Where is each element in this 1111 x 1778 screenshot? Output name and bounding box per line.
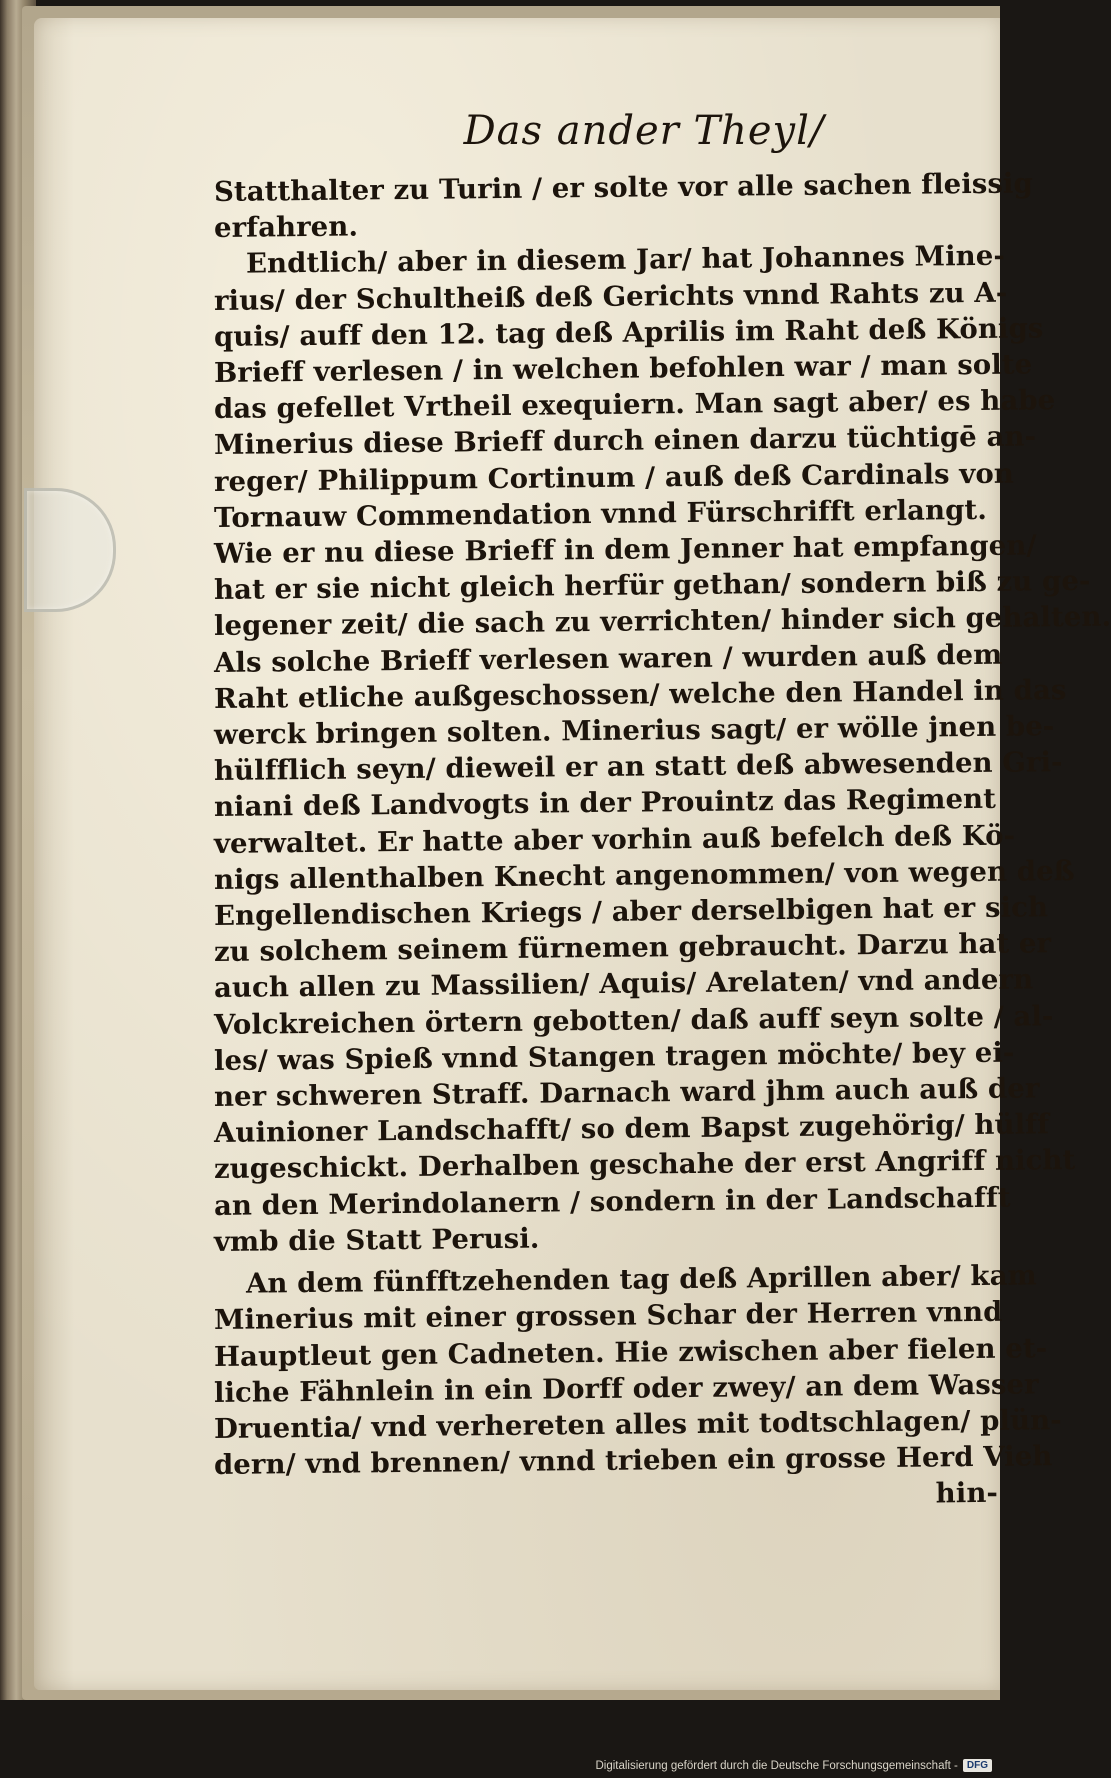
text-line: Hauptleut gen Cadneten. Hie zwischen aber fielen et- [213, 1331, 1048, 1373]
text-line: hülfflich seyn/ dieweil er an statt deß abwesenden Gri- [213, 746, 1063, 788]
text-line: zugeschickt. Derhalben geschahe der erst Angriff nicht [213, 1144, 1076, 1186]
text-line: quis/ auff den 12. tag deß Aprilis im Raht deß Königs [213, 312, 1044, 353]
footer-bar [0, 1700, 1000, 1778]
text-line: Minerius diese Brieff durch einen darzu tüchtigē an- [213, 420, 1037, 462]
text-line: An dem fünfftzehenden tag deß Aprillen aber/ kam [245, 1259, 1037, 1300]
text-line: niani deß Landvogts in der Prouintz das Regiment [213, 783, 997, 824]
credit-text: Digitalisierung gefördert durch die Deutsche Forschungsgemeinschaft - [595, 1759, 958, 1772]
catchword: hin- [935, 1477, 999, 1510]
digitization-credit [595, 1759, 992, 1772]
text-line: werck bringen solten. Minerius sagt/ er wölle jnen be- [213, 710, 1055, 752]
text-line: Statthalter zu Turin / er solte vor alle sachen fleissig [213, 167, 1034, 208]
text-line: Brieff verlesen / in welchen befohlen war / man solte [213, 348, 1033, 390]
text-lines [213, 167, 1111, 1520]
text-line: Druentia/ vnd verhereten alles mit todtschlagen/ plün- [213, 1404, 1062, 1445]
text-line: vmb die Statt Perusi. [213, 1222, 540, 1258]
text-line: Tornauw Commendation vnnd Fürschrifft erlangt. [213, 493, 988, 534]
text-line: Endtlich/ aber in diesem Jar/ hat Johannes Mine- [245, 240, 1006, 281]
text-line: Wie er nu diese Brieff in dem Jenner hat empfangen/ [213, 529, 1037, 571]
text-line: an den Merindolanern / sondern in der Landschafft [213, 1181, 1011, 1222]
text-line: Als solche Brieff verlesen waren / wurden auß dem [213, 638, 1003, 679]
running-head: Das ander Theyl/ [463, 108, 825, 154]
text-line: nigs allenthalben Knecht angenommen/ von wegen deß [213, 854, 1075, 896]
text-line: reger/ Philippum Cortinum / auß deß Cardinals von [213, 457, 1015, 498]
text-line: Engellendischen Kriegs / aber derselbigen hat er sich [213, 891, 1049, 933]
text-line: les/ was Spieß vnnd Stangen tragen möchte/ bey ei- [213, 1036, 1015, 1077]
text-line: zu solchem seinem fürnemen gebraucht. Darzu hat er [213, 927, 1052, 969]
text-line: hat er sie nicht gleich herfür gethan/ sondern biß zu ge- [213, 565, 1091, 607]
text-line: Auinioner Landschafft/ so dem Bapst zugehörig/ hülff [213, 1108, 1050, 1150]
text-line: Volckreichen örtern gebotten/ daß auff seyn solte / al- [213, 999, 1054, 1041]
text-line: dern/ vnd brennen/ vnnd trieben ein grosse Herd Vieh [213, 1440, 1053, 1482]
text-line: liche Fähnlein in ein Dorff oder zwey/ an dem Wasser [213, 1368, 1039, 1409]
text-line: Raht etliche außgeschossen/ welche den Handel in das [213, 673, 1067, 715]
text-line: das gefellet Vrtheil exequiern. Man sagt aber/ es habe [213, 384, 1056, 426]
text-line: verwaltet. Er hatte aber vorhin auß befelch deß Kö- [213, 819, 1016, 860]
dfg-logo: DFG [963, 1759, 992, 1772]
text-line: legener zeit/ die sach zu verrichten/ hinder sich gehalten. [213, 601, 1111, 643]
text-line: Minerius mit einer grossen Schar der Herren vnnd [213, 1296, 1003, 1337]
book-page [34, 18, 1111, 1690]
text-line: rius/ der Schultheiß deß Gerichts vnnd Rahts zu A- [213, 276, 1008, 317]
text-line: auch allen zu Massilien/ Aquis/ Arelaten/ vnd andern [213, 963, 1034, 1005]
page-text-block [213, 108, 1111, 1520]
text-line: erfahren. [213, 210, 359, 245]
text-line: ner schweren Straff. Darnach ward jhm auch auß der [213, 1072, 1040, 1114]
page-clip [24, 488, 116, 612]
